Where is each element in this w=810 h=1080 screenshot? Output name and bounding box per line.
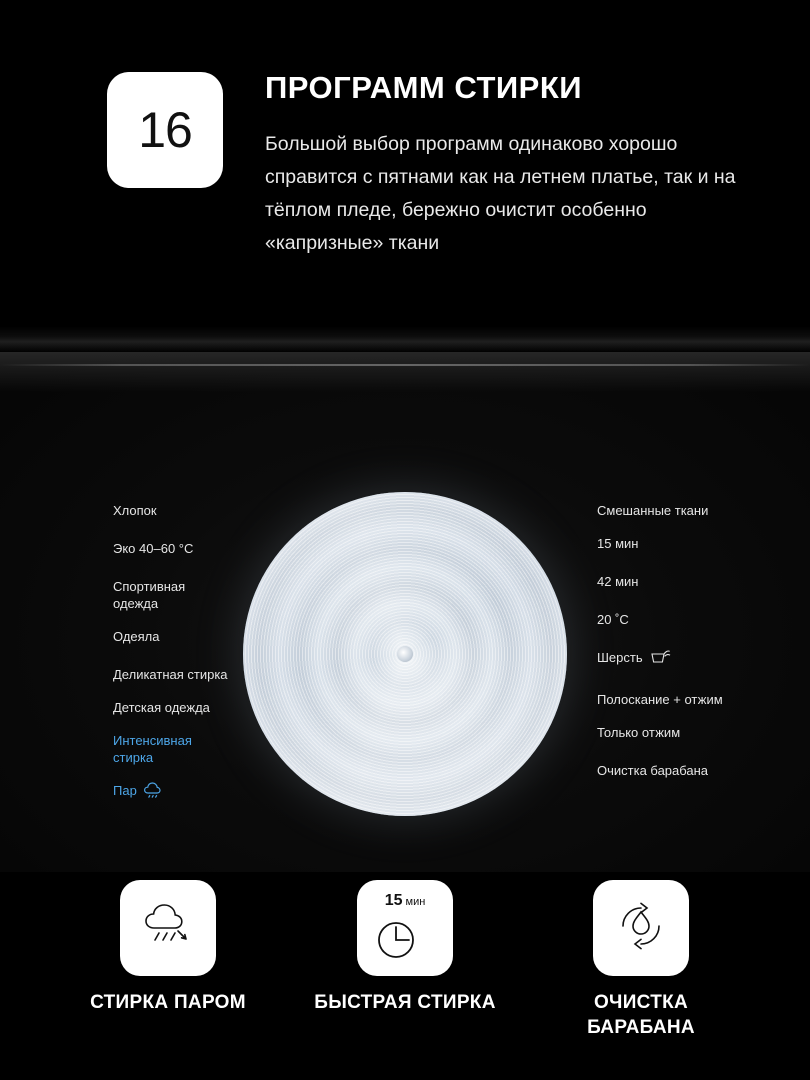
- quick-wash-minutes: [385, 892, 426, 910]
- program-label: Полоскание + отжим: [597, 692, 723, 707]
- list-item: [597, 762, 727, 779]
- list-item: [113, 540, 233, 557]
- program-label: 42 мин: [597, 574, 639, 589]
- washer-drum: [243, 492, 567, 816]
- quick-wash-minutes-unit: мин: [405, 896, 426, 908]
- list-item: [597, 724, 727, 741]
- program-count-badge: [107, 72, 223, 188]
- list-item: [597, 611, 727, 628]
- program-label: Пар: [113, 783, 137, 798]
- program-label: Шерсть: [597, 650, 643, 665]
- feature-label: ОЧИСТКА БАРАБАНА: [587, 992, 695, 1038]
- drum-center-hub: [397, 646, 413, 662]
- list-item: [113, 628, 233, 645]
- list-item: [113, 578, 233, 612]
- feature-steam-wash: [73, 880, 263, 1015]
- drum-clean-icon: [613, 898, 669, 959]
- program-label: 20 ˚C: [597, 612, 629, 627]
- list-item: [597, 535, 727, 552]
- list-item: [113, 732, 233, 766]
- steam-icon: [143, 781, 165, 803]
- drum-section: [0, 352, 810, 872]
- feature-label: БЫСТРАЯ СТИРКА: [314, 992, 496, 1013]
- program-label: Спортивная одежда: [113, 579, 186, 611]
- steam-wash-icon: [140, 901, 196, 956]
- list-item: [113, 666, 233, 683]
- wool-icon: [649, 648, 671, 670]
- program-label: Одеяла: [113, 629, 160, 644]
- list-item: [113, 699, 233, 716]
- feature-quick-wash: [310, 880, 500, 1015]
- machine-edge-line: [0, 364, 810, 366]
- program-label: Только отжим: [597, 725, 681, 740]
- page-title: ПРОГРАММ СТИРКИ: [265, 70, 583, 105]
- quick-wash-clock-icon: [375, 914, 423, 967]
- feature-tile: [120, 880, 216, 976]
- program-label: Интенсивная стирка: [113, 733, 192, 765]
- list-item: [597, 649, 727, 670]
- program-label: Деликатная стирка: [113, 667, 228, 682]
- program-label: Смешанные ткани: [597, 503, 709, 518]
- features-section: [0, 872, 810, 1080]
- list-item: [597, 573, 727, 590]
- program-label: 15 мин: [597, 536, 639, 551]
- list-item: [113, 782, 233, 803]
- program-label: Эко 40–60 °C: [113, 541, 194, 556]
- program-list-right: [597, 502, 727, 795]
- header-section: [0, 0, 810, 352]
- list-item: [597, 502, 727, 519]
- program-label: Хлопок: [113, 503, 157, 518]
- machine-top-glow: [0, 352, 810, 392]
- list-item: [597, 691, 727, 708]
- feature-drum-clean: [546, 880, 736, 1040]
- quick-wash-minutes-number: 15: [384, 892, 403, 909]
- feature-tile: [593, 880, 689, 976]
- program-label: Очистка барабана: [597, 763, 709, 778]
- feature-label: СТИРКА ПАРОМ: [90, 992, 246, 1013]
- feature-tile: [357, 880, 453, 976]
- program-label: Детская одежда: [113, 700, 210, 715]
- page-description: Большой выбор программ одинаково хорошо справится с пятнами как на летнем платье, так и на тёплом пледе, бережно очистит особенно «капризные» ткани: [265, 133, 736, 254]
- program-count-number: 16: [138, 102, 192, 158]
- list-item: [113, 502, 233, 519]
- program-list-left: [113, 502, 233, 824]
